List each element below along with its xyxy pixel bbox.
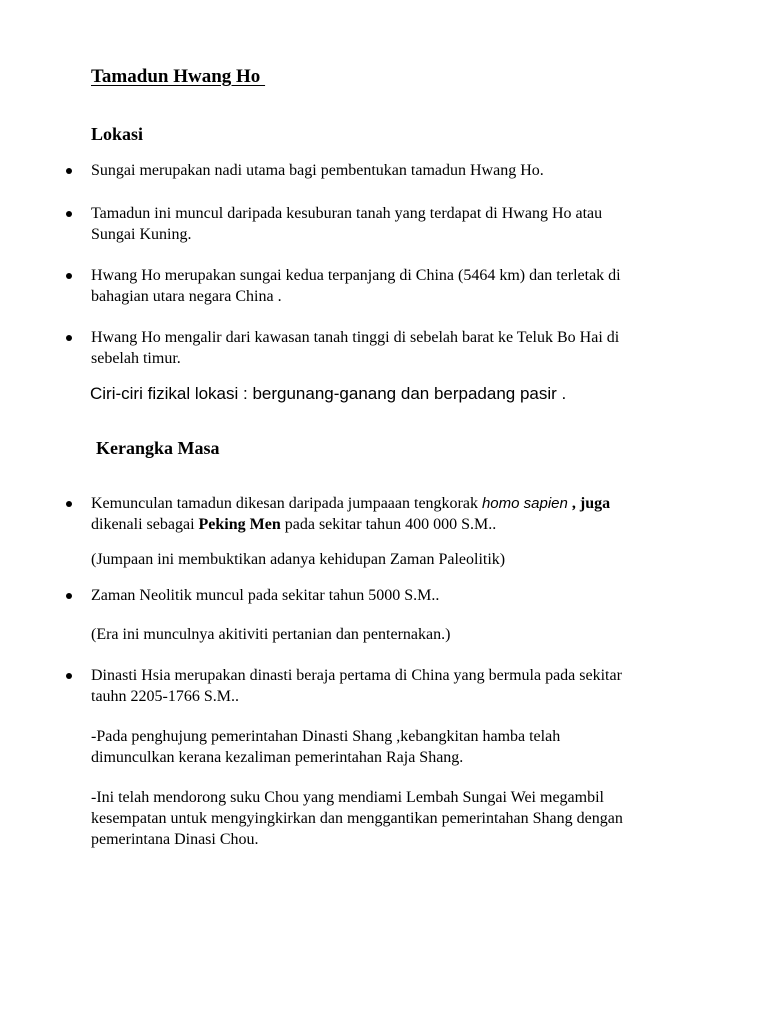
bullet-icon [66,273,72,279]
list-item-text [91,327,686,369]
list-item-line: Hwang Ho merupakan sungai kedua terpanjang di China (5464 km) dan terletak di [91,267,621,284]
bullet-icon [66,593,72,599]
list-item [66,160,686,181]
list-item [66,585,686,606]
section-heading-lokasi: Lokasi [91,124,144,144]
paragraph-line: pemerintana Dinasi Chou. [91,831,259,848]
list-item-text [91,203,686,245]
list-item-line: Sungai Kuning. [91,226,192,243]
paragraph-chou [91,787,691,850]
section-heading-kerangka-masa: Kerangka Masa [96,438,220,458]
list-item [66,203,686,245]
list-item [66,327,686,369]
list-item-text [91,160,686,181]
list-item-line: pada sekitar tahun 400 000 S.M.. [280,516,497,533]
page-title: Tamadun Hwang Ho [91,66,266,87]
list-item-line: dikenali sebagai [91,516,199,533]
bullet-icon [66,211,72,217]
paragraph-line: kesempatan untuk mengyingkirkan dan menggantikan pemerintahan Shang dengan [91,810,623,827]
list-item-line: Kemunculan tamadun dikesan daripada jumpaaan tengkorak [91,495,482,512]
bullet-icon [66,501,72,507]
list-item-line: Tamadun ini muncul daripada kesuburan tanah yang terdapat di Hwang Ho atau [91,205,603,222]
italic-term: homo sapien [481,495,568,512]
note-neolitik: (Era ini munculnya akitiviti pertanian dan penternakan.) [91,626,451,643]
list-item-text [91,493,686,535]
list-item-line: , juga [567,495,611,512]
list-item-line: Dinasti Hsia merupakan dinasti beraja pertama di China yang bermula pada sekitar [91,667,622,684]
list-item-line: tauhn 2205-1766 S.M.. [91,688,239,705]
list-item-text [91,665,686,707]
list-item-text [91,265,686,307]
paragraph-line: dimunculkan kerana kezaliman pemerintahan Raja Shang. [91,749,464,766]
list-item-text [91,585,686,606]
list-item-line: Zaman Neolitik muncul pada sekitar tahun 5000 S.M.. [91,587,440,604]
list-item [66,265,686,307]
list-item [66,665,686,707]
bullet-icon [66,673,72,679]
paragraph-shang [91,726,691,768]
physical-features-note: Ciri-ciri fizikal lokasi : bergunang-ganang dan berpadang pasir . [90,384,567,403]
list-item-line: sebelah timur. [91,350,181,367]
bullet-icon [66,335,72,341]
list-item-line: Hwang Ho mengalir dari kawasan tanah tinggi di sebelah barat ke Teluk Bo Hai di [91,329,620,346]
bullet-icon [66,168,72,174]
note-paleolitik: (Jumpaan ini membuktikan adanya kehidupan Zaman Paleolitik) [91,551,506,568]
list-item-line: Sungai merupakan nadi utama bagi pembentukan tamadun Hwang Ho. [91,162,544,179]
paragraph-line: -Ini telah mendorong suku Chou yang mendiami Lembah Sungai Wei megambil [91,789,604,806]
bold-term: Peking Men [198,516,281,533]
list-item [66,493,686,535]
paragraph-line: -Pada penghujung pemerintahan Dinasti Shang ,kebangkitan hamba telah [91,728,561,745]
list-item-line: bahagian utara negara China . [91,288,282,305]
